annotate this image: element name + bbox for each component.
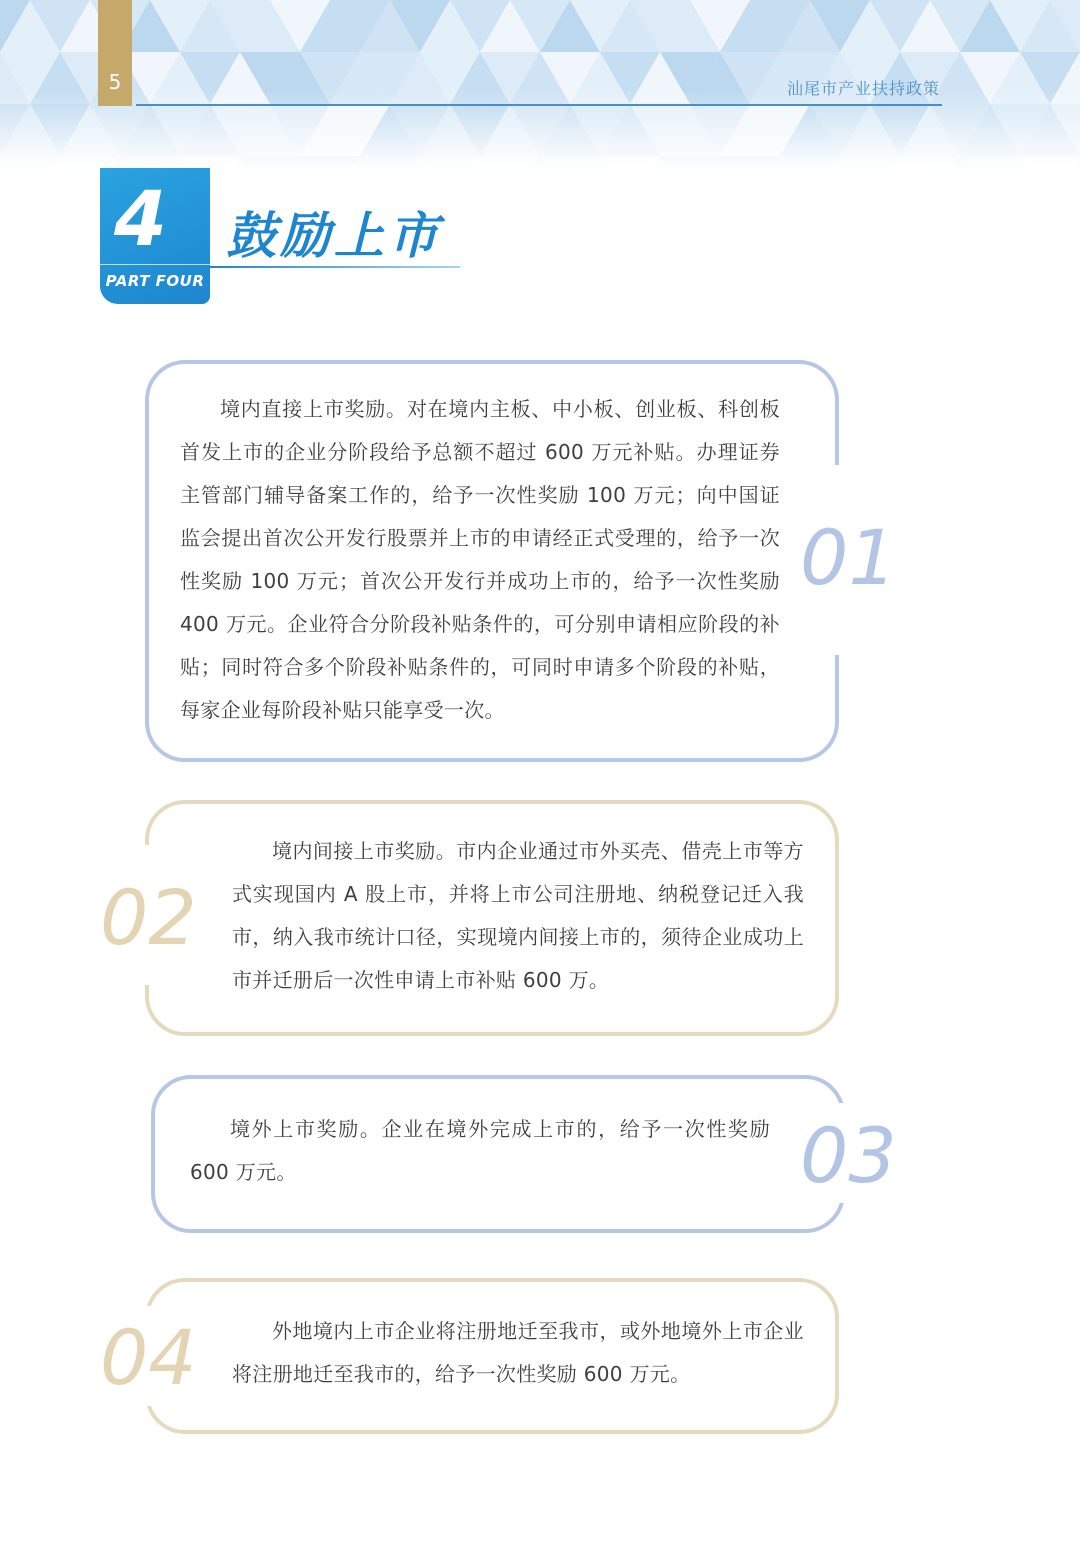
part-badge (100, 168, 210, 304)
page-number: 5 (108, 70, 122, 94)
section-title: 鼓励上市 (226, 207, 442, 265)
card-number-04: 04 (100, 1313, 197, 1402)
page-number-tab (98, 0, 132, 106)
part-label: PART FOUR (105, 272, 205, 290)
section-title-underline (210, 266, 460, 268)
card-text-02: 境内间接上市奖励。市内企业通过市外买壳、借壳上市等方式实现国内 A 股上市，并将上市公司注册地、纳税登记迁入我市，纳入我市统计口径，实现境内间接上市的，须待企业成功上市并迁册后一次性申请上市补贴 600 万。 (232, 839, 804, 992)
header-divider (136, 104, 942, 106)
card-number-02: 02 (100, 873, 197, 962)
part-badge-divider (100, 264, 210, 265)
card-text-03: 境外上市奖励。企业在境外完成上市的，给予一次性奖励 600 万元。 (190, 1117, 770, 1184)
card-text-04: 外地境内上市企业将注册地迁至我市，或外地境外上市企业将注册地迁至我市的，给予一次性奖励 600 万元。 (232, 1319, 804, 1386)
card-text-01: 境内直接上市奖励。对在境内主板、中小板、创业板、科创板首发上市的企业分阶段给予总额不超过 600 万元补贴。办理证券主管部门辅导备案工作的，给予一次性奖励 100 万元；向中国证监会提出首次公开发行股票并上市的申请经正式受理的，给予一次性奖励 100 万元；首次公开发行并成功上市的，给予一次性奖励 400 万元。企业符合分阶段补贴条件的，可分别申请相应阶段的补贴；同时符合多个阶段补贴条件的，可同时申请多个阶段的补贴，每家企业每阶段补贴只能享受一次。 (180, 397, 780, 722)
part-number: 4 (114, 174, 167, 263)
card-number-01: 01 (800, 513, 897, 602)
document-title: 汕尾市产业扶持政策 (786, 79, 940, 98)
card-number-03: 03 (800, 1111, 897, 1200)
